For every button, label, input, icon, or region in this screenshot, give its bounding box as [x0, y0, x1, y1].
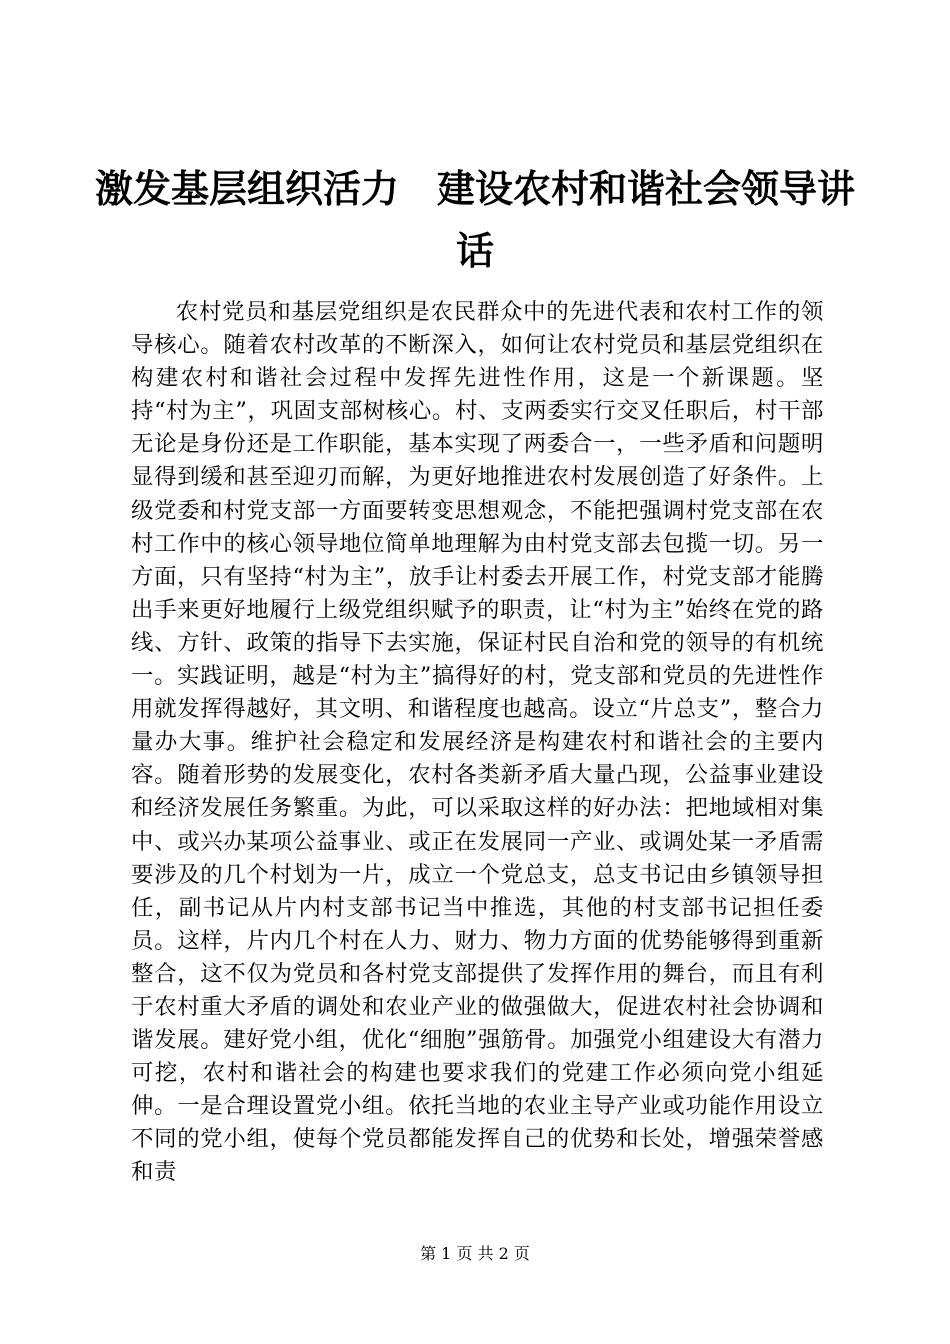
title-part-1: 激发基层组织活力: [94, 166, 399, 211]
body-paragraph: 农村党员和基层党组织是农民群众中的先进代表和农村工作的领导核心。随着农村改革的不断深入，如何让农村党员和基层党组织在构建农村和谐社会过程中发挥先进性作用，这是一个新课题。坚持“村为主”，巩固支部树核心。村、支两委实行交叉任职后，村干部无论是身份还是工作职能，基本实现了两委合一，一些矛盾和问题明显得到缓和甚至迎刃而解，为更好地推进农村发展创造了好条件。上级党委和村党支部一方面要转变思想观念，不能把强调村党支部在农村工作中的核心领导地位简单地理解为由村党支部去包揽一切。另一方面，只有坚持“村为主”，放手让村委去开展工作，村党支部才能腾出手来更好地履行上级党组织赋予的职责，让“村为主”始终在党的路线、方针、政策的指导下去实施，保证村民自治和党的领导的有机统一。实践证明，越是“村为主”搞得好的村，党支部和党员的先进性作用就发挥得越好，其文明、和谐程度也越高。设立“片总支”，整合力量办大事。维护社会稳定和发展经济是构建农村和谐社会的主要内容。随着形势的发展变化，农村各类新矛盾大量凸现，公益事业建设和经济发展任务繁重。为此，可以采取这样的好办法：把地域相对集中、或兴办某项公益事业、或正在发展同一产业、或调处某一矛盾需要涉及的几个村划为一片，成立一个党总支，总支书记由乡镇领导担任，副书记从片内村支部书记当中推选，其他的村支部书记担任委员。这样，片内几个村在人力、财力、物力方面的优势能够得到重新整合，这不仅为党员和各村党支部提供了发挥作用的舞台，而且有利于农村重大矛盾的调处和农业产业的做强做大，促进农村社会协调和谐发展。建好党小组，优化“细胞”强筋骨。加强党小组建设大有潜力可挖，农村和谐社会的构建也要求我们的党建工作必须向党小组延伸。一是合理设置党小组。依托当地的农业主导产业或功能作用设立不同的党小组，使每个党员都能发挥自己的优势和长处，增强荣誉感和责: [131, 299, 824, 1186]
title-part-2: 建设农村和谐社会领导讲: [437, 166, 856, 211]
title-line-2: 话: [455, 228, 494, 273]
title-line-1: [0, 158, 950, 220]
page-footer: [0, 1242, 950, 1266]
document-title: [0, 158, 950, 282]
page-number: 第 1 页: [420, 1244, 473, 1263]
page-total: 共 2 页: [477, 1244, 530, 1263]
